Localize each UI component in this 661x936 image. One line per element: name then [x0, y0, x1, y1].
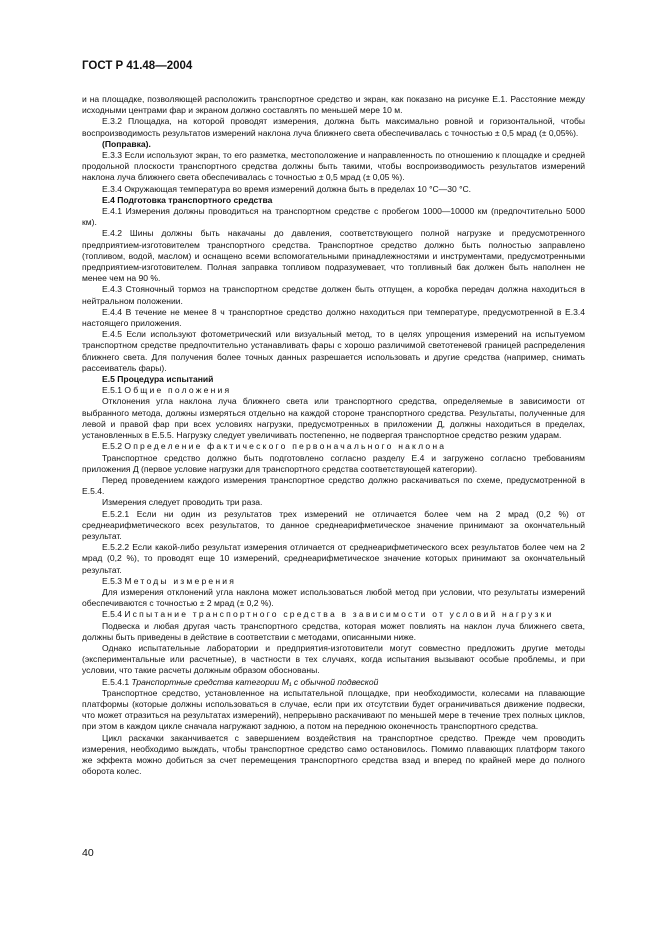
paragraph-text: Е.4 Подготовка транспортного средства [102, 194, 273, 205]
paragraph [82, 688, 585, 733]
paragraph [82, 139, 585, 150]
paragraph-text: Измерения следует проводить три раза. [102, 497, 263, 508]
paragraph [82, 116, 585, 138]
paragraph-text: Транспортное средство должно быть подготовлено согласно разделу Е.4 и загружено согласно требованиям приложения Д (первое условие нагрузки для транспортного средства соответствующей категории). [82, 452, 585, 474]
paragraph-text: Е.4.5 Если используют фотометрический или визуальный метод, то в целях упрощения измерений на испытуемом транспортном средстве предпочтительно устанавливать фары с хорошо различимой светотеневой границей распределения ближнего света. Для получения более точных данных разрешается использовать и другие средства (например, снимать рассеиватель фары). [82, 329, 585, 373]
paragraph [82, 733, 585, 778]
paragraph [82, 284, 585, 306]
paragraph [82, 509, 585, 543]
paragraph [82, 94, 585, 116]
paragraph-text: Е.4.2 Шины должны быть накачаны до давления, соответствующего полной нагрузке и предусмотренного предприятием-изготовителем транспортного средства. Транспортное средство должно быть полностью заправлено (топливом, водой, маслом) и оснащено всеми вспомогательными принадлежностями и инструментами, предусмотренными предприятием-изготовителем. Полная заправка топливом подразумевает, что топливный бак должен быть наполнен не менее чем на 90 %. [82, 228, 585, 284]
paragraph-text: Е.3.2 Площадка, на которой проводят измерения, должна быть максимально ровной и горизонтальной, чтобы воспроизводимость результатов измерений наклона луча ближнего света обеспечивалась с точностью ± 0,5 мрад (± 0,05%). [82, 116, 585, 138]
page-header-title: ГОСТ Р 41.48—2004 [82, 60, 193, 72]
document-body [82, 94, 585, 777]
paragraph-text: Перед проведением каждого измерения транспортное средство должно раскачиваться по схеме, предусмотренной в Е.5.4. [82, 474, 585, 497]
section-label: Е.5.4 [102, 609, 122, 620]
paragraph-text: (Поправка). [102, 138, 151, 149]
paragraph-text: Е.3.3 Если используют экран, то его разметка, местоположение и направленность по отношению к площадке и средней продольной плоскости транспортного средства должны быть такими, чтобы воспроизводимость результатов измерений наклона луча ближнего света обеспечивалась с точностью ± 0,5 мрад (± 0,05 %). [82, 150, 585, 183]
paragraph [82, 307, 585, 329]
paragraph [82, 329, 585, 374]
section-label: Е.5.1 [102, 385, 122, 396]
paragraph [82, 609, 585, 620]
page-number: 40 [82, 847, 94, 859]
paragraph-text: Е.4.3 Стояночный тормоз на транспортном средстве должен быть отпущен, а коробка передач должна находиться в нейтральном положении. [82, 284, 585, 306]
paragraph [82, 385, 585, 396]
paragraph [82, 150, 585, 184]
paragraph-text: и на площадке, позволяющей расположить транспортное средство и экран, как показано на рисунке Е.1. Расстояние между исходными центрами фар и экраном должно составлять по меньшей мере 10 м. [82, 94, 585, 116]
section-label: Е.5.2 [102, 441, 122, 452]
paragraph [82, 195, 585, 206]
paragraph-text: Цикл раскачки заканчивается с завершением воздействия на транспортное средство. Прежде чем проводить измерения, необходимо выждать, чтобы транспортное средство само остановилось. Помимо плавающих платформ такого же эффекта можно добиться за счет перемещения транспортного средства взад и вперед по крайней мере до полного оборота колес. [82, 732, 585, 777]
paragraph-text: Отклонения угла наклона луча ближнего света или транспортного средства, определяемые в зависимости от выбранного метода, должны измеряться отдельно на каждой стороне транспортного средства. Результаты, полученные для левой и правой фар при всех условиях нагрузки, предусмотренных в приложении Д, должны находиться в пределах, установленных в Е.5.5. Нагрузку следует увеличивать постепенно, не подвергая транспортное средство резким ударам. [82, 396, 585, 441]
section-heading: Испытание транспортного средства в зависимости от условий нагрузки [124, 609, 554, 620]
paragraph-text: Е.5.2.2 Если какой-либо результат измерения отличается от среднеарифметического всех результатов более чем на 2 мрад (0,2 %), то проводят еще 10 измерений, среднеарифметическое значение которых принимают за окончательный результат. [82, 542, 585, 575]
paragraph [82, 228, 585, 284]
paragraph [82, 587, 585, 609]
section-label: Е.5.4.1 [102, 676, 130, 687]
paragraph [82, 643, 585, 677]
section-heading: Методы измерения [124, 575, 237, 586]
paragraph [82, 206, 585, 228]
paragraph [82, 621, 585, 643]
paragraph-text: Е.4.4 В течение не менее 8 ч транспортное средство должно находиться при температуре, предусмотренной в Е.3.4 настоящего приложения. [82, 306, 585, 329]
paragraph-text: Однако испытательные лаборатории и предприятия-изготовители могут совместно предложить другие методы (экспериментальные или расчетные), в частности в тех случаях, когда испытания вызывают особые проблемы, и при условии, что такие расчеты должным образом обоснованы. [82, 642, 585, 676]
paragraph-text: Е.3.4 Окружающая температура во время измерений должна быть в пределах 10 °С—30 °С. [102, 183, 472, 194]
section-heading: Определение фактического первоначального наклона [124, 441, 447, 452]
paragraph [82, 497, 585, 508]
paragraph [82, 374, 585, 385]
section-heading: Общие положения [124, 385, 232, 396]
paragraph [82, 677, 585, 688]
paragraph-text: Для измерения отклонений угла наклона может использоваться любой метод при условии, что результаты измерений обеспечиваются с точностью ± 2 мрад (± 0,2 %). [82, 586, 585, 609]
paragraph-text: Е.4.1 Измерения должны проводиться на транспортном средстве с пробегом 1000—10000 км (предпочтительно 5000 км). [82, 206, 585, 228]
paragraph-text: Е.5.2.1 Если ни один из результатов трех измерений не отличается более чем на 2 мрад (0,2 %) от среднеарифметического всех результатов, то данное среднеарифметическое значение принимают за окончательный результат. [82, 508, 585, 541]
paragraph-text: Е.5 Процедура испытаний [102, 374, 214, 385]
section-heading: Транспортные средства категории М₁ с обычной подвеской [131, 676, 379, 687]
paragraph [82, 542, 585, 576]
paragraph [82, 475, 585, 497]
paragraph [82, 441, 585, 452]
paragraph [82, 184, 585, 195]
paragraph [82, 453, 585, 475]
paragraph-text: Транспортное средство, установленное на испытательной площадке, при необходимости, колесами на плавающие платформы (которые должны использоваться в случае, если при их отсутствии будет ограничиваться движение подвески, что может отразиться на результатах измерений), непрерывно раскачивают по меньшей мере в течение трех полных циклов, при этом в каждом цикле сначала нагружают заднюю, а потом на переднюю оконечность транспортного средства. [82, 687, 585, 732]
paragraph [82, 576, 585, 587]
paragraph [82, 396, 585, 441]
paragraph-text: Подвеска и любая другая часть транспортного средства, которая может повлиять на наклон луча ближнего света, должны быть приведены в действие в соответствии с методами, описанными ниже. [82, 620, 585, 642]
section-label: Е.5.3 [102, 575, 122, 586]
